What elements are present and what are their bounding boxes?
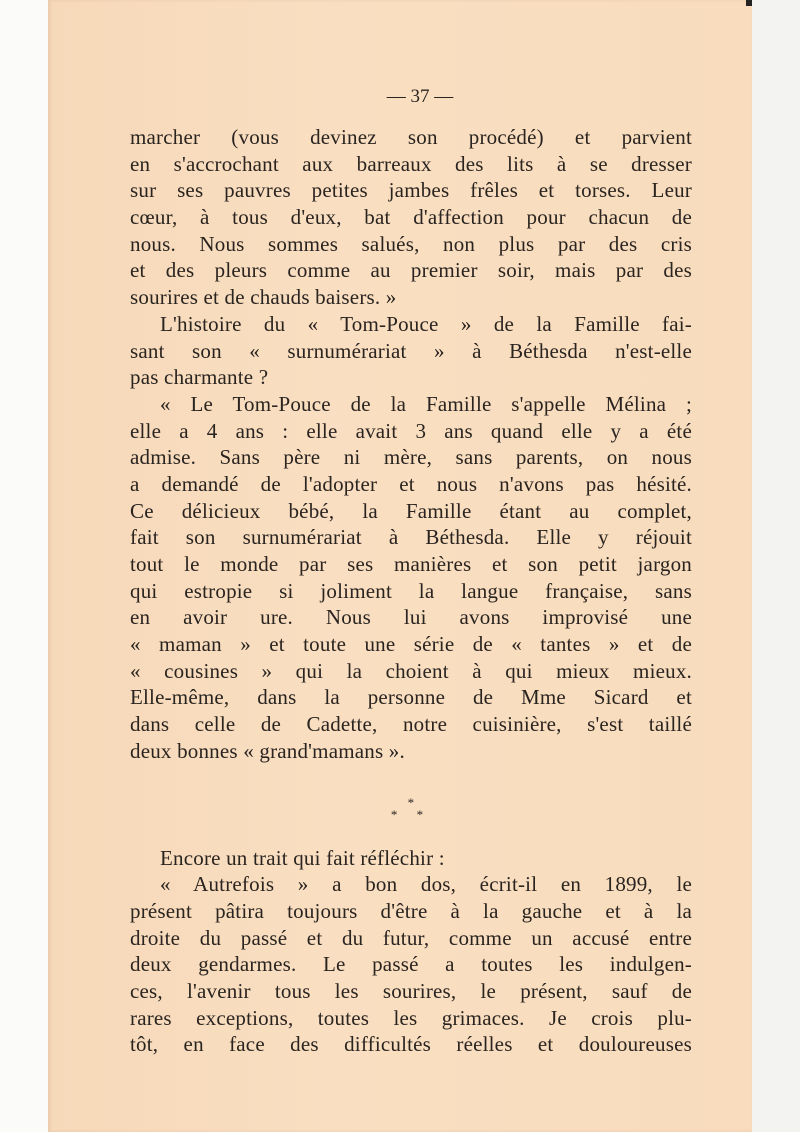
page-number: — 37 — <box>386 86 454 107</box>
text-line: et des pleurs comme au premier soir, mais par des <box>130 258 692 283</box>
paragraph <box>130 124 692 311</box>
text-line: en s'accrochant aux barreaux des lits à se dresser <box>130 151 692 176</box>
scan-corner-mark <box>746 0 752 6</box>
paragraph <box>130 311 692 391</box>
paragraph <box>130 391 692 765</box>
separator-star-top: * <box>407 794 415 810</box>
text-line: deux gendarmes. Le passé a toutes les indulgen- <box>130 952 692 977</box>
section-separator <box>130 765 692 845</box>
text-line: dans celle de Cadette, notre cuisinière, s'est taillé <box>130 712 692 737</box>
text-line: pas charmante ? <box>130 365 269 390</box>
text-line: sur ses pauvres petites jambes frêles et torses. Leur <box>130 178 692 203</box>
scan-right-margin <box>752 0 800 1132</box>
text-line: elle a 4 ans : elle avait 3 ans quand elle y a été <box>130 418 692 443</box>
text-line: Encore un trait qui fait réfléchir : <box>160 845 445 870</box>
paragraph <box>130 871 692 1058</box>
text-line: sourires et de chauds baisers. » <box>130 285 397 310</box>
scan-left-margin <box>0 0 48 1132</box>
text-line: sant son « surnumérariat » à Béthesda n'est-elle <box>130 338 692 363</box>
text-line: cœur, à tous d'eux, bat d'affection pour chacun de <box>130 205 692 230</box>
text-line: tout le monde par ses manières et son petit jargon <box>130 552 692 576</box>
page-text <box>130 124 692 1058</box>
text-line: « Le Tom-Pouce de la Famille s'appelle Mélina ; <box>160 391 692 416</box>
text-line: admise. Sans père ni mère, sans parents, on nous <box>130 445 692 470</box>
text-line: Ce délicieux bébé, la Famille étant au complet, <box>130 498 692 523</box>
text-line: nous. Nous sommes salués, non plus par des cris <box>130 231 692 256</box>
book-page <box>48 0 752 1132</box>
text-line: ces, l'avenir tous les sourires, le présent, sauf de <box>130 978 692 1003</box>
text-line: qui estropie si joliment la langue française, sans <box>130 578 692 603</box>
text-line: tôt, en face des difficultés réelles et douloureuses <box>130 1032 692 1057</box>
text-line: fait son surnumérariat à Béthesda. Elle y réjouit <box>130 525 692 550</box>
paragraph <box>130 845 692 872</box>
text-line: marcher (vous devinez son procédé) et parvient <box>130 125 692 149</box>
text-line: deux bonnes « grand'mamans ». <box>130 738 405 763</box>
separator-stars-bottom: * * <box>390 806 432 822</box>
text-line: « cousines » qui la choient à qui mieux mieux. <box>130 658 692 683</box>
text-line: rares exceptions, toutes les grimaces. Je crois plu- <box>130 1005 692 1030</box>
text-line: L'histoire du « Tom-Pouce » de la Famille fai- <box>160 311 692 336</box>
text-line: « Autrefois » a bon dos, écrit-il en 1899, le <box>160 872 692 897</box>
text-line: présent pâtira toujours d'être à la gauche et à la <box>130 898 692 923</box>
text-line: droite du passé et du futur, comme un accusé entre <box>130 925 692 950</box>
text-line: a demandé de l'adopter et nous n'avons pas hésité. <box>130 471 692 496</box>
text-line: Elle-même, dans la personne de Mme Sicard et <box>130 685 692 710</box>
text-line: en avoir ure. Nous lui avons improvisé une <box>130 605 692 630</box>
text-line: « maman » et toute une série de « tantes » et de <box>130 632 692 657</box>
